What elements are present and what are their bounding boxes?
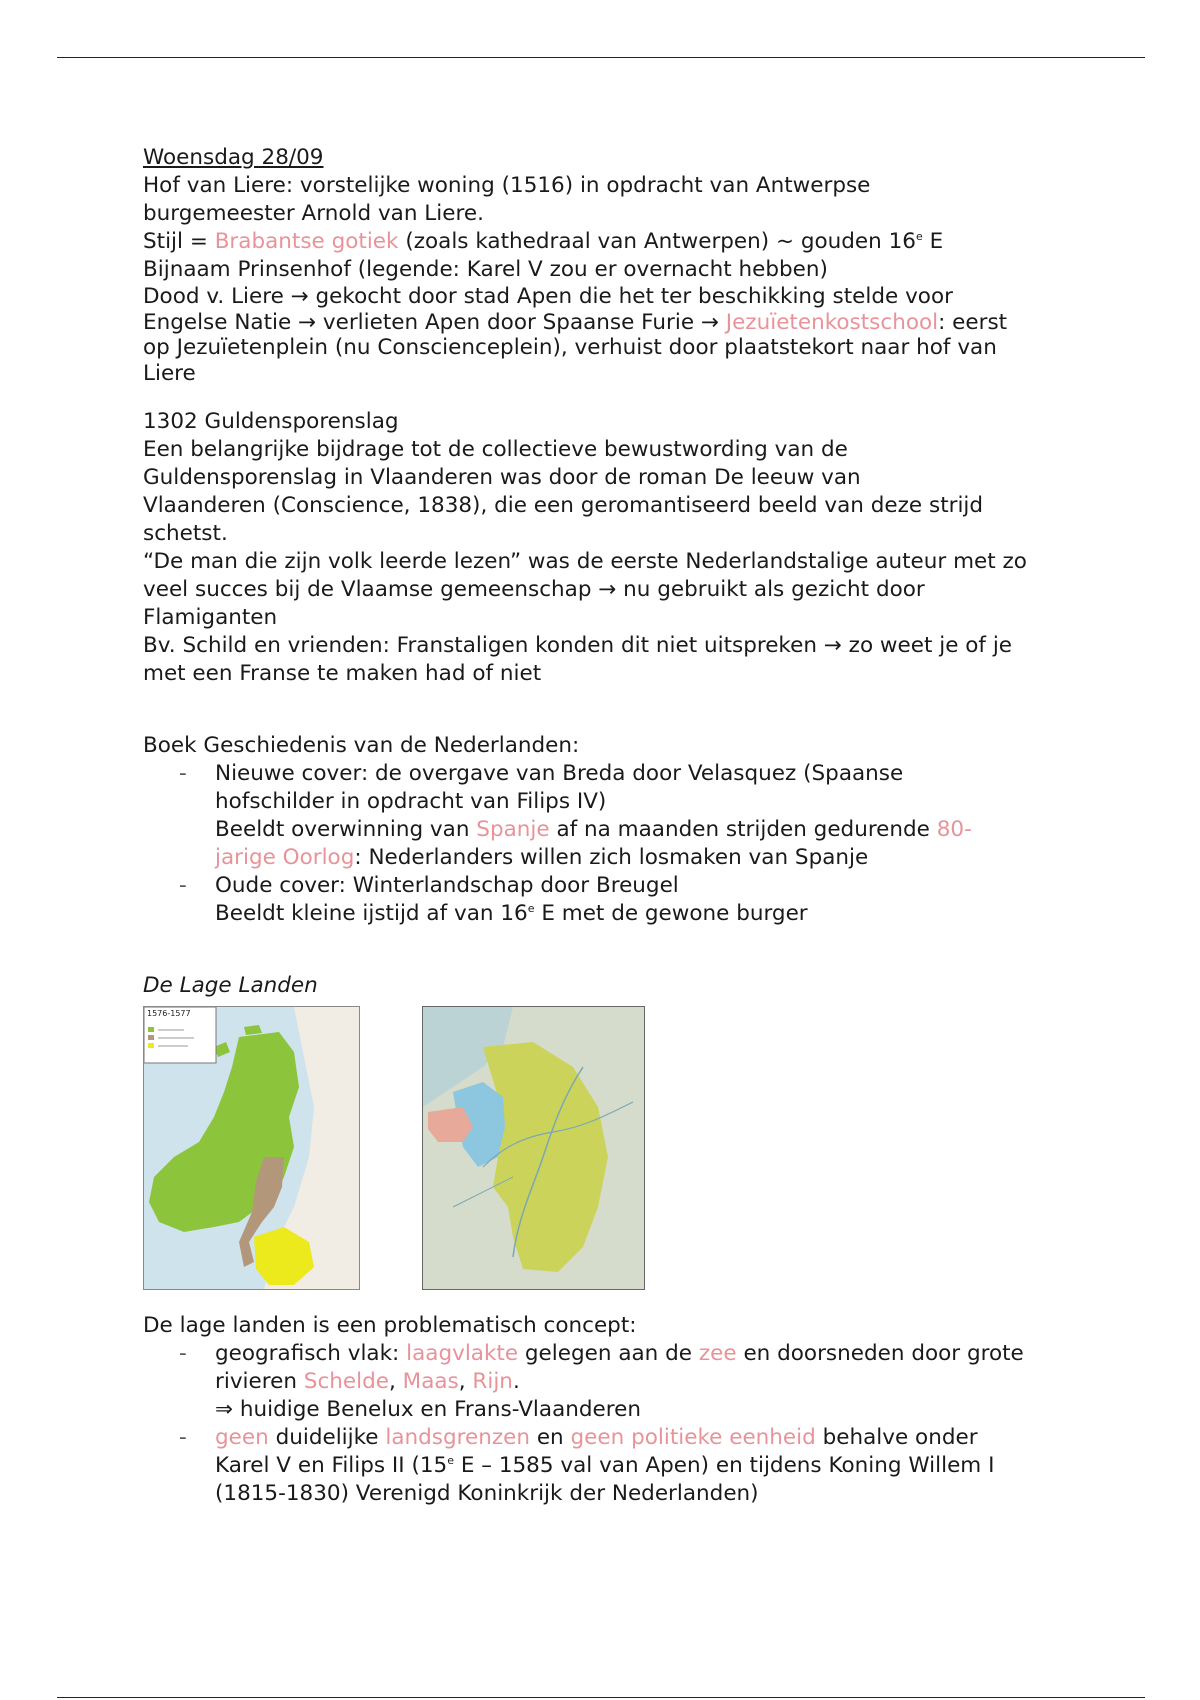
section4-heading: De Lage Landen xyxy=(143,973,318,998)
highlight-term: Spanje xyxy=(476,817,550,842)
highlight-term: laagvlakte xyxy=(406,1341,519,1366)
highlight-term: Jezuïetenkostschool xyxy=(725,309,939,335)
text-line: op Jezuïetenplein (nu Conscienceplein), verhuist door plaatstekort naar hof van xyxy=(143,335,997,360)
highlight-term: Rijn xyxy=(472,1369,513,1394)
bullet-list xyxy=(143,1340,1063,1508)
highlight-term: Brabantse gotiek xyxy=(214,229,399,254)
text-line: Vlaanderen (Conscience, 1838), die een geromantiseerd beeld van deze strijd xyxy=(143,493,984,518)
text-line: Dood v. Liere → gekocht door stad Apen die het ter beschikking stelde voor xyxy=(143,284,953,309)
text-line: burgemeester Arnold van Liere. xyxy=(143,201,484,226)
map-rivers xyxy=(422,1006,645,1290)
bullet-list xyxy=(143,760,1063,928)
top-rule xyxy=(57,57,1145,58)
list-item: - Oude cover: Winterlandschap door Breugel Beeldt kleine ijstijd af van 16e E met de gewone burger xyxy=(215,872,1063,928)
highlight-term: zee xyxy=(698,1341,737,1366)
section2-heading: 1302 Guldensporenslag xyxy=(143,409,399,434)
text-line: Een belangrijke bijdrage tot de collectieve bewustwording van de xyxy=(143,437,848,462)
highlight-term: landsgrenzen xyxy=(385,1425,530,1450)
text-line: Bv. Schild en vrienden: Franstaligen konden dit niet uitspreken → zo weet je of je xyxy=(143,633,1013,658)
text-line: Stijl = Brabantse gotiek (zoals kathedraal van Antwerpen) ~ gouden 16e E xyxy=(143,229,944,254)
document-body xyxy=(143,144,1063,1508)
text-line: “De man die zijn volk leerde lezen” was de eerste Nederlandstalige auteur met zo xyxy=(143,549,1027,574)
highlight-term: 80- xyxy=(936,817,972,842)
highlight-term: Schelde xyxy=(303,1369,389,1394)
text-line: Bijnaam Prinsenhof (legende: Karel V zou er overnacht hebben) xyxy=(143,257,828,282)
list-item: - geografisch vlak: laagvlakte gelegen aan de zee en doorsneden door grote rivieren Schelde, Maas, Rijn. ⇒ huidige Benelux en Frans-Vlaanderen xyxy=(215,1340,1063,1424)
section1-heading: Woensdag 28/09 xyxy=(143,145,324,170)
list-item: - Nieuwe cover: de overgave van Breda door Velasquez (Spaanse hofschilder in opdracht van Filips IV) Beeldt overwinning van Spanje af na maanden strijden gedurende 80- jarige Oorlog: Nederlanders willen zich losmaken van Spanje xyxy=(215,760,1063,872)
highlight-term: Maas xyxy=(402,1369,459,1394)
list-item: - geen duidelijke landsgrenzen en geen politieke eenheid behalve onder Karel V en Filips II (15e E – 1585 val van Apen) en tijdens Koning Willem I (1815-1830) Verenigd Koninkrijk der Nederlanden) xyxy=(215,1424,1063,1508)
map-low-countries-1576 xyxy=(143,1006,360,1290)
highlight-term: jarige Oorlog xyxy=(215,845,355,870)
highlight-term: geen xyxy=(215,1425,269,1450)
text-line: Hof van Liere: vorstelijke woning (1516) in opdracht van Antwerpse xyxy=(143,173,871,198)
map-figures xyxy=(143,1006,1063,1290)
text-line: Engelse Natie → verlieten Apen door Spaanse Furie → Jezuïetenkostschool: eerst xyxy=(143,309,1008,335)
section5-heading: De lage landen is een problematisch concept: xyxy=(143,1313,637,1338)
highlight-term: geen politieke eenheid xyxy=(570,1425,816,1450)
text-line: met een Franse te maken had of niet xyxy=(143,661,542,686)
text-line: Guldensporenslag in Vlaanderen was door de roman De leeuw van xyxy=(143,465,861,490)
text-line: Flamiganten xyxy=(143,605,278,630)
text-line: schetst. xyxy=(143,521,228,546)
map1-title: 1576-1577 xyxy=(147,1009,191,1018)
bottom-rule xyxy=(57,1697,1145,1698)
section3-heading: Boek Geschiedenis van de Nederlanden: xyxy=(143,733,580,758)
text-line: Liere xyxy=(143,360,196,386)
text-line: veel succes bij de Vlaamse gemeenschap → nu gebruikt als gezicht door xyxy=(143,577,925,602)
